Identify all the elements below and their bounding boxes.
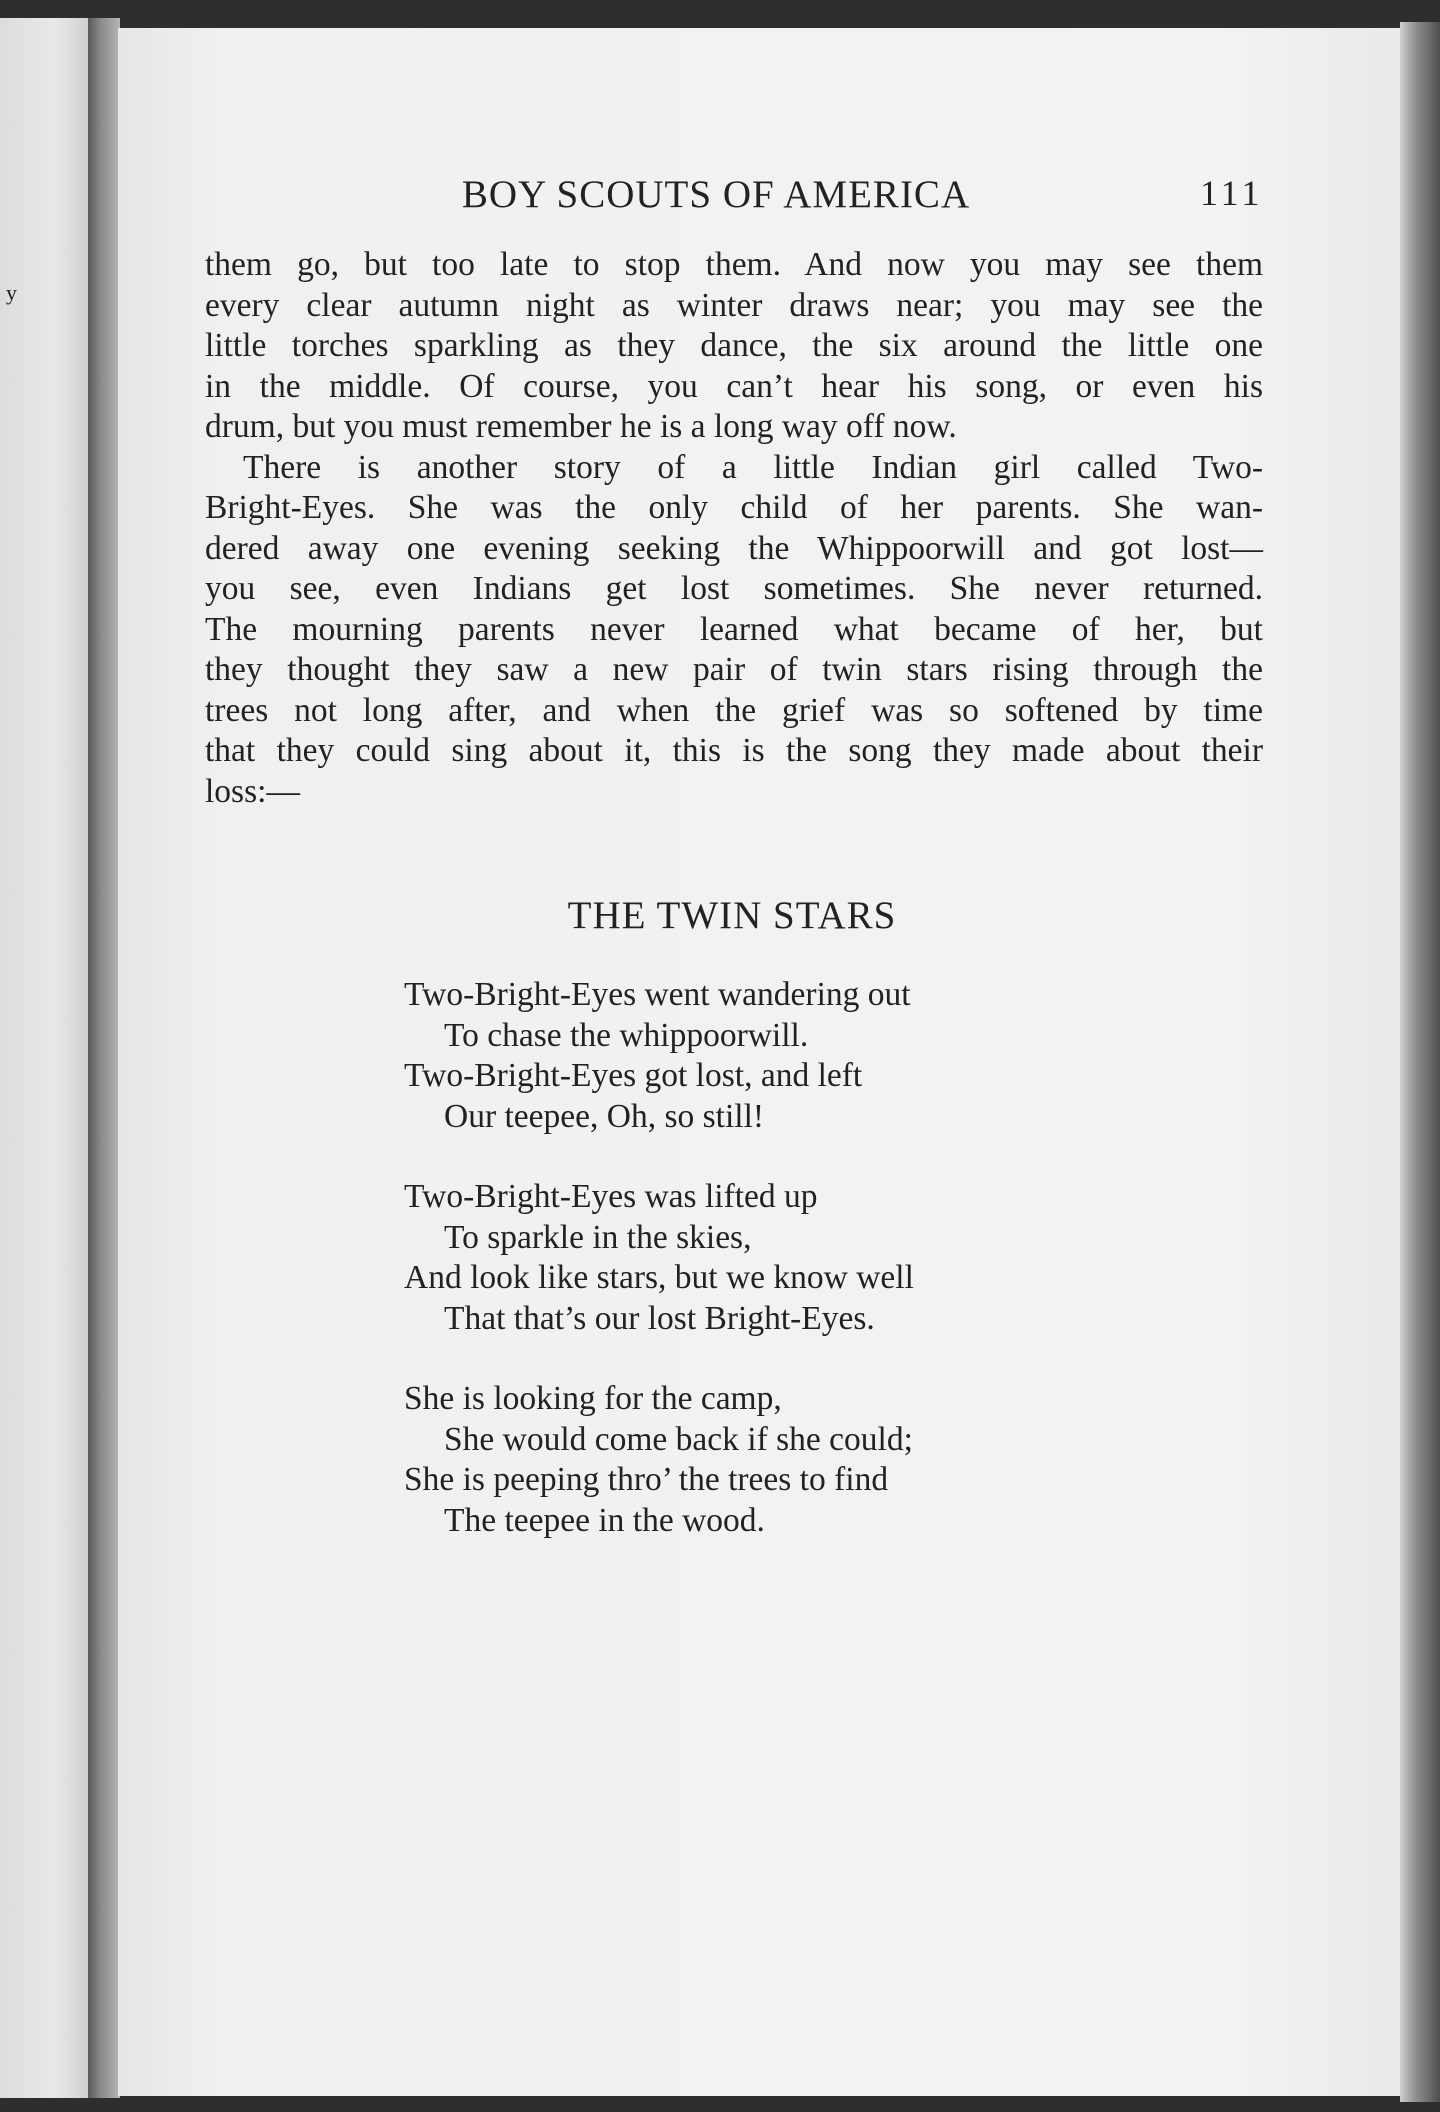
verse-line: To chase the whippoorwill. <box>444 1016 809 1054</box>
text-line: There is another story of a little Indian girl called Two- <box>243 448 1263 486</box>
facing-page-edge <box>0 18 90 2098</box>
text-line: in the middle. Of course, you can’t hear his song, or even his <box>205 367 1263 405</box>
text-line: them go, but too late to stop them. And now you may see them <box>205 246 1263 283</box>
running-head <box>0 172 1440 222</box>
verse-line: That that’s our lost Bright-Eyes. <box>444 1299 875 1337</box>
verse-line: And look like stars, but we know well <box>404 1259 914 1296</box>
text-line: Bright-Eyes. She was the only child of her parents. She wan- <box>205 489 1263 526</box>
verse-line: Two-Bright-Eyes went wandering out <box>404 976 911 1013</box>
page-edge-right <box>1400 22 1440 2102</box>
verse-line: Two-Bright-Eyes got lost, and left <box>404 1057 863 1094</box>
poem-title: THE TWIN STARS <box>567 894 897 937</box>
paragraph <box>205 448 1263 813</box>
text-line: loss:— <box>205 772 300 810</box>
text-line: drum, but you must remember he is a long way off now. <box>205 408 957 445</box>
verse-line: The teepee in the wood. <box>444 1501 765 1539</box>
text-line: trees not long after, and when the grief was so softened by time <box>205 691 1263 729</box>
text-line: you see, even Indians get lost sometimes. She never returned. <box>205 570 1263 607</box>
running-title: BOY SCOUTS OF AMERICA <box>461 173 971 216</box>
verse-line: Our teepee, Oh, so still! <box>444 1097 765 1135</box>
text-line: little torches sparkling as they dance, the six around the little one <box>205 327 1263 364</box>
stanza <box>404 975 1104 1137</box>
text-line: The mourning parents never learned what became of her, but <box>205 610 1263 648</box>
text-line: they thought they saw a new pair of twin stars rising through the <box>205 651 1263 688</box>
verse-line: To sparkle in the skies, <box>444 1218 752 1256</box>
poem <box>404 975 1104 1581</box>
verse-line: She is peeping thro’ the trees to find <box>404 1461 889 1498</box>
page-number: 111 <box>1200 173 1264 213</box>
text-line: that they could sing about it, this is the song they made about their <box>205 732 1263 769</box>
stanza <box>404 1379 1104 1541</box>
facing-page-mark: y <box>6 280 17 305</box>
book-gutter <box>88 18 120 2098</box>
verse-line: She would come back if she could; <box>444 1420 913 1458</box>
text-line: dered away one evening seeking the Whippoorwill and got lost— <box>205 529 1263 567</box>
stanza <box>404 1177 1104 1339</box>
paragraph <box>205 245 1263 448</box>
verse-line: Two-Bright-Eyes was lifted up <box>404 1178 818 1215</box>
verse-line: She is looking for the camp, <box>404 1380 782 1417</box>
body-text <box>205 245 1263 812</box>
text-line: every clear autumn night as winter draws near; you may see the <box>205 286 1263 324</box>
